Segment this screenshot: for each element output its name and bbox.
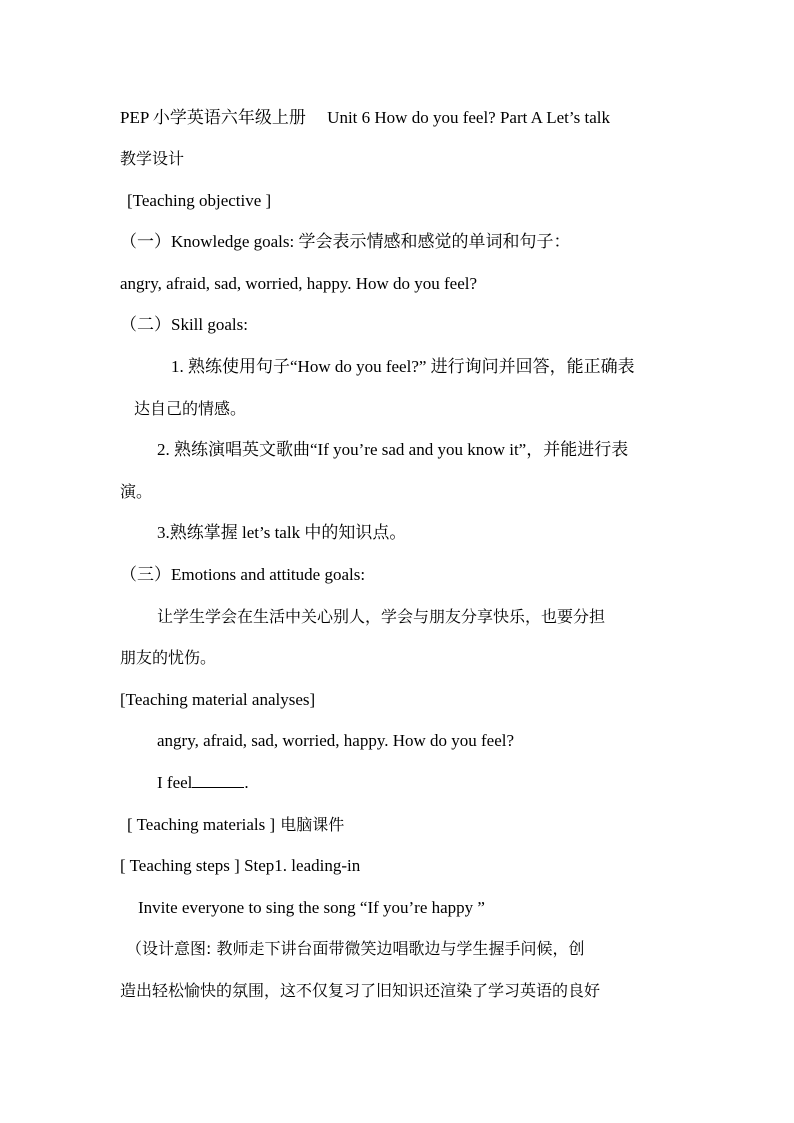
materials-value: 电脑课件: [275, 815, 345, 834]
knowledge-goals: （一）Knowledge goals: 学会表示情感和感觉的单词和句子：: [120, 232, 571, 251]
design-intent-b: 造出轻松愉快的氛围，这不仅复习了旧知识还渲染了学习英语的良好: [120, 981, 601, 1000]
skill-item-3: 3.熟练掌握 let’s talk 中的知识点。: [157, 523, 407, 542]
emotion-text-a: 让学生学会在生活中关心别人，学会与朋友分享快乐，也要分担: [157, 607, 606, 626]
materials-heading: [ Teaching materials ]: [127, 815, 276, 834]
emotion-heading: （三）Emotions and attitude goals:: [120, 565, 366, 584]
title-line-1: PEP 小学英语六年级上册 Unit 6 How do you feel? Part A Let’s talk: [120, 108, 610, 127]
analyses-pattern-end: .: [244, 773, 249, 792]
skill-heading: （二）Skill goals:: [120, 315, 248, 334]
knowledge-words: angry, afraid, sad, worried, happy. How do you feel?: [120, 274, 478, 293]
analyses-pattern: [157, 772, 249, 794]
invite-line: Invite everyone to sing the song “If you’re happy ”: [138, 898, 485, 917]
materials-line: [127, 814, 344, 836]
analyses-words: angry, afraid, sad, worried, happy. How do you feel?: [157, 731, 515, 750]
skill-item-2b: 演。: [120, 482, 153, 501]
analyses-pattern-text: I feel: [157, 773, 193, 792]
skill-item-1b: 达自己的情感。: [134, 399, 247, 418]
title-line-2: 教学设计: [120, 149, 185, 168]
analyses-heading: [Teaching material analyses]: [120, 690, 316, 709]
emotion-text-b: 朋友的忧伤。: [120, 648, 217, 667]
skill-item-2a: 2. 熟练演唱英文歌曲“If you’re sad and you know it”，并能进行表: [157, 440, 629, 459]
skill-item-1a: 1. 熟练使用句子“How do you feel?” 进行询问并回答，能正确表: [171, 357, 635, 376]
steps-line: [ Teaching steps ] Step1. leading-in: [120, 856, 361, 875]
objective-heading: [Teaching objective ]: [127, 191, 272, 210]
fill-blank: [192, 773, 244, 788]
design-intent-a: （设计意图: 教师走下讲台面带微笑边唱歌边与学生握手问候，创: [126, 939, 585, 958]
